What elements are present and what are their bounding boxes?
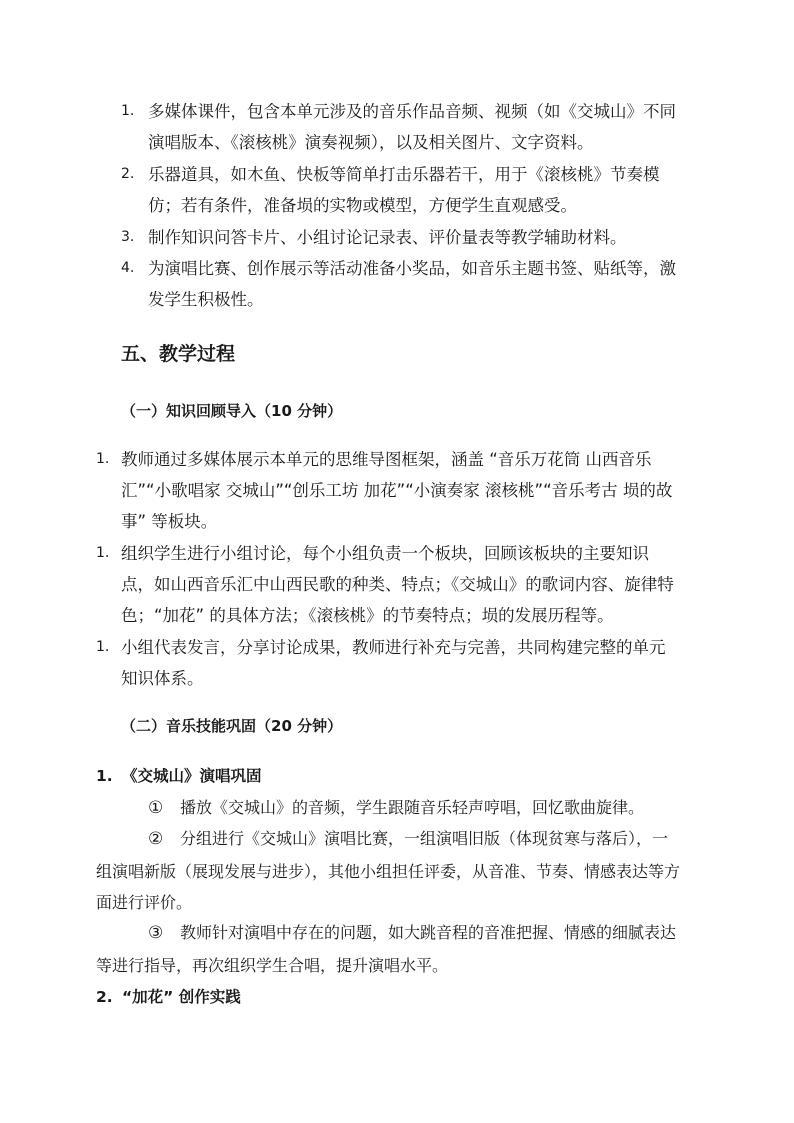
step-text: 分组进行《交城山》演唱比赛，一组演唱旧版（体现贫寒与落后），一组演唱新版（展现发展与进步），其他小组担任评委，从音准、节奏、情感表达等方面进行评价。 [96, 829, 681, 912]
heading-number: 2. [96, 988, 113, 1006]
list-number: 4. [121, 260, 135, 276]
step-number: ① [148, 798, 164, 818]
list-text: 小组代表发言，分享讨论成果，教师进行补充与完善，共同构建完整的单元知识体系。 [121, 638, 666, 688]
list-number: 1. [96, 545, 110, 561]
list-item [96, 632, 681, 694]
section-title: 五、教学过程 [121, 343, 236, 365]
list-number: 3. [121, 229, 135, 245]
numbered-heading [96, 984, 241, 1010]
numbered-heading [96, 763, 262, 789]
list-text: 多媒体课件，包含本单元涉及的音乐作品音频、视频（如《交城山》不同演唱版本、《滚核桃》演奏视频），以及相关图片、文字资料。 [148, 102, 676, 152]
step-paragraph [96, 823, 681, 919]
list-number: 2. [121, 166, 135, 182]
heading-text: 《交城山》演唱巩固 [122, 767, 262, 785]
subsection-title: （二）音乐技能巩固（20 分钟） [121, 717, 343, 735]
heading-text: “加花” 创作实践 [122, 988, 241, 1006]
step-number: ③ [148, 923, 164, 943]
list-item [96, 444, 681, 537]
step-number: ② [148, 829, 164, 849]
list-item [121, 222, 681, 253]
step-paragraph [96, 792, 681, 825]
subsection-title: （一）知识回顾导入（10 分钟） [121, 402, 343, 420]
list-number: 1. [121, 103, 135, 119]
list-text: 组织学生进行小组讨论，每个小组负责一个板块，回顾该板块的主要知识点，如山西音乐汇中山西民歌的种类、特点；《交城山》的歌词内容、旋律特色；“加花” 的具体方法；《滚核桃》的节奏特点；埙的发展历程等。 [121, 544, 674, 625]
step-paragraph [96, 917, 681, 981]
list-text: 乐器道具，如木鱼、快板等简单打击乐器若干，用于《滚核桃》节奏模仿；若有条件，准备埙的实物或模型，方便学生直观感受。 [148, 165, 660, 215]
list-number: 1. [96, 639, 110, 655]
step-text: 教师针对演唱中存在的问题，如大跳音程的音准把握、情感的细腻表达等进行指导，再次组织学生合唱，提升演唱水平。 [96, 923, 677, 975]
heading-number: 1. [96, 767, 113, 785]
list-item [121, 159, 681, 221]
list-item [96, 538, 681, 631]
list-number: 1. [96, 451, 110, 467]
step-text: 播放《交城山》的音频，学生跟随音乐轻声哼唱，回忆歌曲旋律。 [180, 798, 645, 817]
list-text: 为演唱比赛、创作展示等活动准备小奖品，如音乐主题书签、贴纸等，激发学生积极性。 [148, 259, 676, 309]
list-item [121, 96, 681, 158]
list-text: 制作知识问答卡片、小组讨论记录表、评价量表等教学辅助材料。 [148, 228, 627, 247]
list-item [121, 253, 681, 315]
list-text: 教师通过多媒体展示本单元的思维导图框架，涵盖 “音乐万花筒 山西音乐汇”“小歌唱家 交城山”“创乐工坊 加花”“小演奏家 滚核桃”“音乐考古 埙的故事” 等板块。 [121, 450, 673, 531]
